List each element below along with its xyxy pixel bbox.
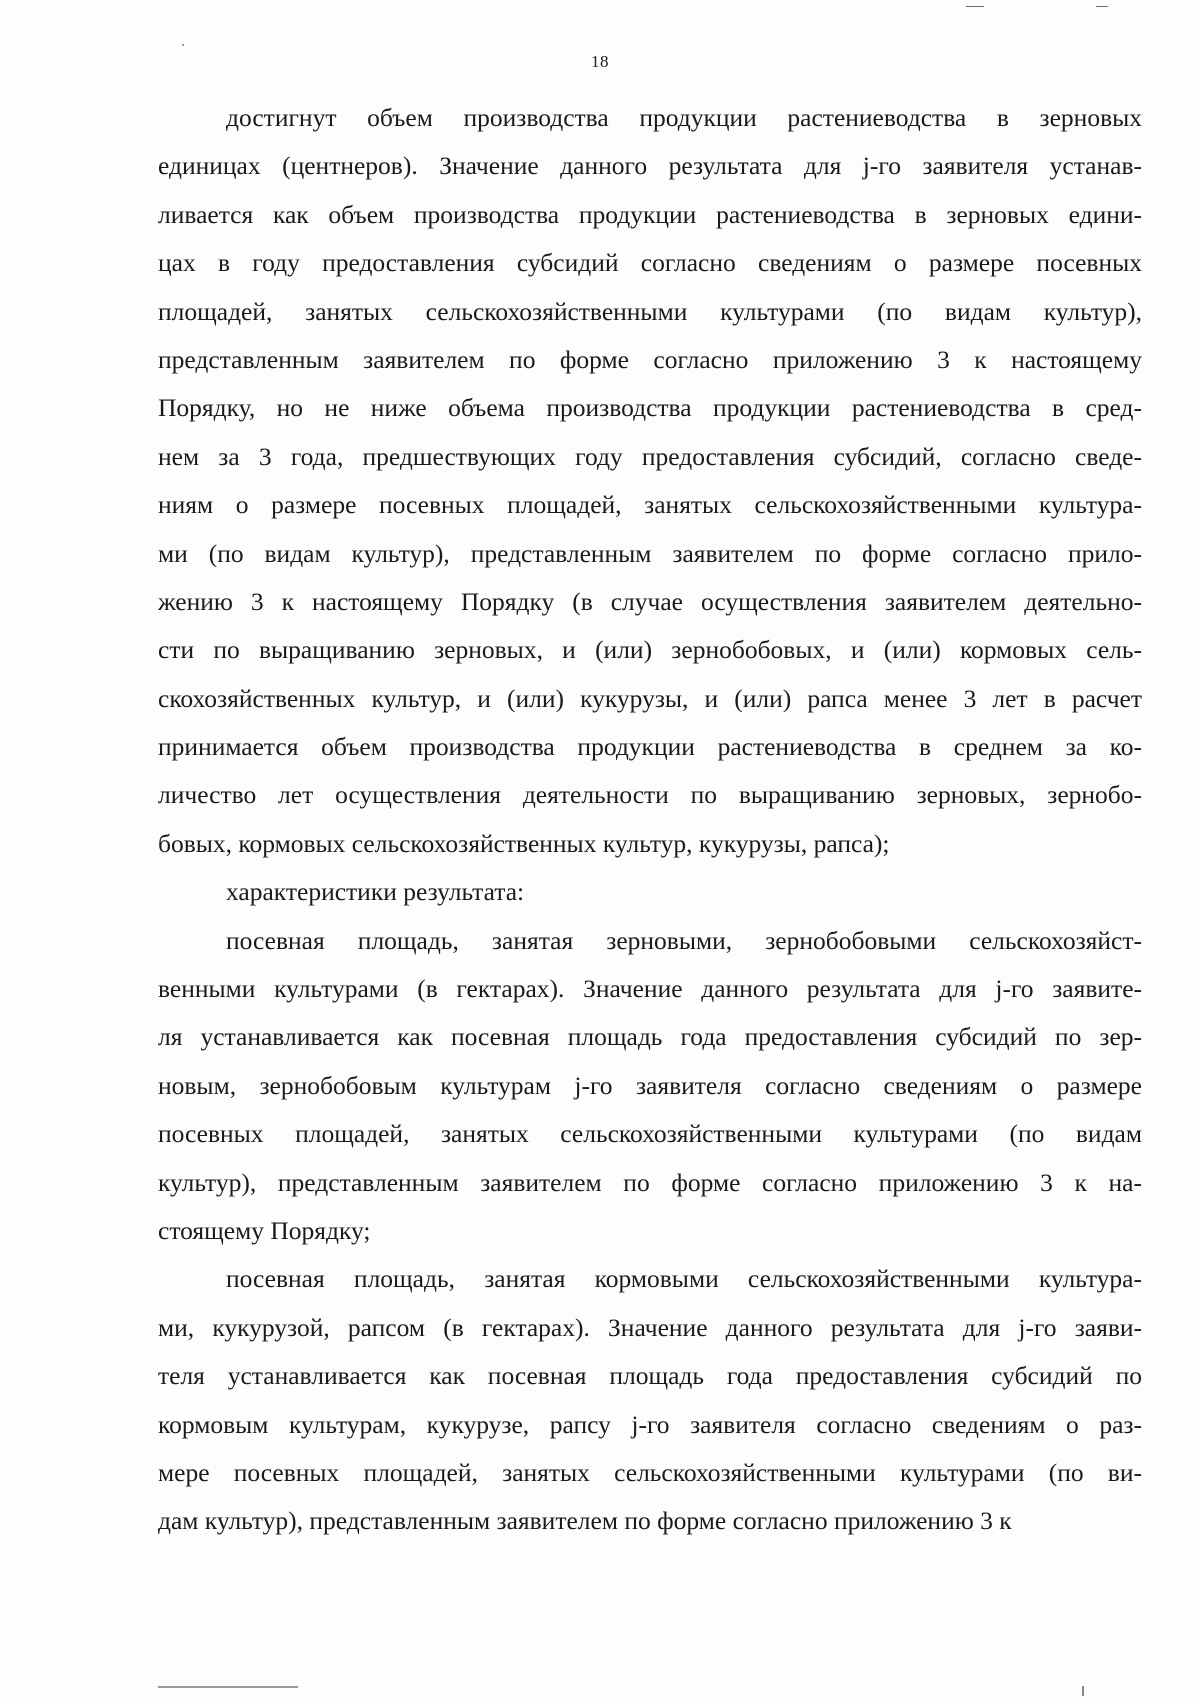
text-line: ля устанавливается как посевная площадь года предоставления субсидий по зер-	[158, 1022, 1142, 1052]
text-line: единицах (центнеров). Значение данного результата для j-го заявителя устанав-	[158, 151, 1142, 181]
text-line: посевная площадь, занятая зерновыми, зернобобовыми сельскохозяйст-	[226, 925, 1142, 955]
text-line: культур), представленным заявителем по форме согласно приложению 3 к на-	[158, 1167, 1142, 1197]
text-line: цах в году предоставления субсидий согласно сведениям о размере посевных	[158, 248, 1142, 278]
text-line: ливается как объем производства продукции растениеводства в зерновых едини-	[158, 199, 1142, 229]
text-line: мере посевных площадей, занятых сельскохозяйственными культурами (по ви-	[158, 1457, 1142, 1487]
text-line: характеристики результата:	[226, 877, 525, 907]
text-line: площадей, занятых сельскохозяйственными культурами (по видам культур),	[158, 296, 1142, 326]
text-line: бовых, кормовых сельскохозяйственных культур, кукурузы, рапса);	[158, 828, 890, 858]
text-line: стоящему Порядку;	[158, 1215, 371, 1245]
text-line: Порядку, но не ниже объема производства продукции растениеводства в сред-	[158, 393, 1142, 423]
text-line: венными культурами (в гектарах). Значение данного результата для j-го заявите-	[158, 974, 1142, 1004]
paragraph	[158, 94, 1142, 868]
text-line: посевных площадей, занятых сельскохозяйственными культурами (по видам	[158, 1119, 1142, 1149]
text-line: кормовым культурам, кукурузе, рапсу j-го заявителя согласно сведениям о раз-	[158, 1409, 1142, 1439]
text-line: ми (по видам культур), представленным заявителем по форме согласно прило-	[158, 538, 1142, 568]
scan-artifact-dot	[182, 44, 184, 46]
text-line: новым, зернобобовым культурам j-го заявителя согласно сведениям о размере	[158, 1070, 1142, 1100]
text-line: ниям о размере посевных площадей, занятых сельскохозяйственными культура-	[158, 490, 1142, 520]
scan-artifact-top-right	[1096, 6, 1108, 7]
text-line: представленным заявителем по форме согласно приложению 3 к настоящему	[158, 344, 1142, 374]
paragraph	[158, 917, 1142, 1256]
paragraph	[158, 868, 1142, 916]
text-line: нем за 3 года, предшествующих году предоставления субсидий, согласно сведе-	[158, 441, 1142, 471]
scan-artifact-top	[966, 6, 984, 7]
page-number: 18	[591, 52, 609, 71]
text-line: посевная площадь, занятая кормовыми сельскохозяйственными культура-	[226, 1264, 1142, 1294]
scan-artifact-bottom-left	[158, 1686, 298, 1688]
text-line: жению 3 к настоящему Порядку (в случае осуществления заявителем деятельно-	[158, 586, 1142, 616]
text-line: сти по выращиванию зерновых, и (или) зернобобовых, и (или) кормовых сель-	[158, 635, 1142, 665]
text-line: достигнут объем производства продукции растениеводства в зерновых	[226, 103, 1142, 132]
text-line: теля устанавливается как посевная площадь года предоставления субсидий по	[158, 1361, 1142, 1391]
scan-artifact-bottom-right	[1082, 1686, 1084, 1696]
text-line: личество лет осуществления деятельности по выращиванию зерновых, зернобо-	[158, 780, 1142, 810]
text-line: дам культур), представленным заявителем по форме согласно приложению 3 к	[158, 1506, 1012, 1536]
text-line: принимается объем производства продукции растениеводства в среднем за ко-	[158, 732, 1142, 762]
document-body	[158, 94, 1142, 1546]
paragraph	[158, 1255, 1142, 1545]
text-line: ми, кукурузой, рапсом (в гектарах). Значение данного результата для j-го заяви-	[158, 1312, 1142, 1342]
text-line: скохозяйственных культур, и (или) кукурузы, и (или) рапса менее 3 лет в расчет	[158, 683, 1142, 713]
